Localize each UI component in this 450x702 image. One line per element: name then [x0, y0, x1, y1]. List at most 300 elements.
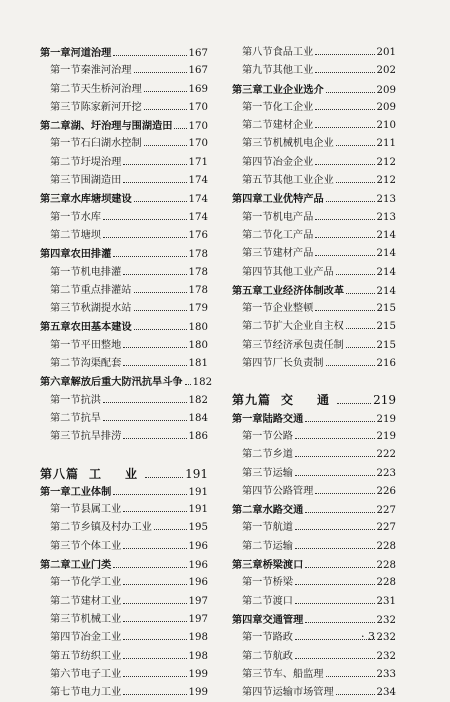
dot-leader [315, 255, 374, 256]
entry-page-number: 174 [188, 175, 208, 187]
toc-section-entry [40, 172, 208, 190]
entry-title: 车、船监理 [272, 668, 324, 680]
entry-title: 机电排灌 [80, 266, 122, 278]
entry-page-number: 196 [188, 577, 208, 589]
dot-leader [123, 548, 186, 549]
entry-title: 运输 [272, 540, 293, 552]
entry-title: 抗旱排涝 [80, 431, 122, 443]
entry-number: 第三节 [50, 175, 81, 187]
entry-page-number: 214 [376, 248, 396, 260]
entry-title: 其他工业产品 [272, 266, 334, 278]
toc-section-entry [40, 300, 208, 318]
entry-number: 第二节 [50, 83, 81, 95]
page-number: · 3 · [361, 630, 382, 643]
toc-section-entry [40, 684, 208, 702]
toc-section-entry [40, 135, 208, 153]
toc-chapter-entry [232, 81, 396, 99]
toc-chapter-entry [40, 318, 208, 336]
entry-page-number: 232 [376, 614, 396, 626]
dot-leader [123, 164, 186, 165]
dot-leader [336, 145, 375, 146]
toc-section-entry [232, 62, 396, 80]
entry-number: 第九节 [242, 65, 273, 77]
entry-title: 水库 [80, 211, 101, 223]
dot-leader [134, 310, 187, 311]
toc-section-entry [232, 666, 396, 684]
dot-leader [315, 72, 374, 73]
entry-number: 第三节 [50, 303, 81, 315]
entry-number: 第九篇 [232, 393, 272, 408]
entry-title: 秋湖提水站 [80, 303, 132, 315]
entry-page-number: 196 [188, 540, 208, 552]
dot-leader [123, 511, 186, 512]
entry-page-number: 196 [188, 560, 208, 572]
entry-number: 第一节 [242, 577, 273, 589]
entry-page-number: 213 [376, 211, 396, 223]
entry-title: 陈家新河开挖 [80, 101, 142, 113]
toc-section-entry [232, 465, 396, 483]
section-gap [40, 447, 208, 465]
toc-section-entry [232, 117, 396, 135]
entry-page-number: 199 [188, 668, 208, 680]
entry-title: 工业经济体制改革 [262, 284, 345, 297]
entry-page-number: 167 [188, 65, 208, 77]
toc-section-entry [40, 574, 208, 592]
entry-number: 第四章 [232, 613, 263, 626]
entry-number: 第四节 [242, 156, 273, 168]
entry-page-number: 214 [376, 229, 396, 241]
entry-page-number: 182 [192, 377, 213, 389]
entry-title: 建材工业 [80, 595, 122, 607]
dot-leader [123, 658, 186, 659]
entry-title: 秦淮河治理 [80, 65, 132, 77]
toc-section-entry [232, 318, 396, 336]
dot-leader [134, 72, 187, 73]
entry-page-number: 180 [188, 339, 208, 351]
entry-page-number: 213 [376, 194, 396, 206]
entry-title: 路政 [272, 632, 293, 644]
dot-leader [103, 402, 187, 403]
entry-title: 建材企业 [272, 120, 314, 132]
entry-number: 第一节 [50, 577, 81, 589]
toc-section-entry [40, 264, 208, 282]
dot-leader [123, 274, 186, 275]
entry-number: 第四节 [242, 358, 273, 370]
toc-section-entry [232, 446, 396, 464]
entry-title: 重点排灌站 [80, 284, 132, 296]
dot-leader [305, 567, 374, 568]
entry-page-number: 214 [376, 285, 396, 297]
entry-number: 第一章 [232, 412, 263, 425]
entry-number: 第六章 [40, 376, 71, 389]
entry-number: 第三节 [50, 431, 81, 443]
entry-title: 运输 [272, 467, 293, 479]
dot-leader [123, 603, 186, 604]
dot-leader [123, 438, 186, 439]
dot-leader [326, 92, 375, 93]
toc-chapter-entry [40, 373, 213, 391]
entry-title: 农田排灌 [70, 248, 112, 261]
toc-section-entry [232, 538, 396, 556]
dot-leader [144, 145, 187, 146]
entry-number: 第一节 [50, 504, 81, 516]
dot-leader [144, 91, 187, 92]
dot-leader [123, 584, 186, 585]
entry-number: 第八篇 [40, 466, 80, 481]
entry-title: 桥梁渡口 [262, 559, 304, 572]
entry-page-number: 210 [376, 120, 396, 132]
entry-page-number: 232 [376, 632, 396, 644]
toc-section-entry [40, 538, 208, 556]
entry-title: 公路 [272, 430, 293, 442]
toc-section-entry [40, 81, 208, 99]
toc-section-entry [40, 666, 208, 684]
entry-title: 航政 [272, 650, 293, 662]
dot-leader [315, 127, 374, 128]
dot-leader [295, 603, 375, 604]
entry-title: 机械工业 [80, 613, 122, 625]
dot-leader [134, 329, 187, 330]
dot-leader [295, 438, 375, 439]
entry-page-number: 191 [188, 486, 208, 498]
entry-title: 交通管理 [262, 613, 304, 626]
toc-section-entry [232, 154, 396, 172]
entry-number: 第一节 [50, 65, 81, 77]
toc-section-entry [40, 154, 208, 172]
entry-title: 个体工业 [80, 540, 122, 552]
dot-leader [295, 548, 375, 549]
toc-part-entry [40, 465, 208, 483]
toc-section-entry [232, 300, 396, 318]
entry-number: 第三章 [232, 559, 263, 572]
entry-number: 第二节 [242, 595, 273, 607]
entry-title: 其他工业 [272, 65, 314, 77]
toc-chapter-entry [40, 245, 208, 263]
entry-title: 河道治理 [70, 47, 112, 59]
dot-leader [123, 676, 186, 677]
dot-leader [346, 347, 375, 348]
entry-page-number: 201 [376, 47, 396, 58]
entry-title: 电子工业 [80, 668, 122, 680]
entry-number: 第五章 [40, 321, 71, 334]
entry-number: 第四节 [242, 485, 273, 497]
toc-section-entry [40, 337, 208, 355]
entry-title: 冶金企业 [272, 156, 314, 168]
toc-section-entry [40, 282, 208, 300]
entry-title: 沟渠配套 [80, 358, 122, 370]
entry-number: 第二节 [50, 595, 81, 607]
dot-leader [113, 567, 186, 568]
entry-page-number: 170 [188, 138, 208, 150]
entry-title: 冶金工业 [80, 632, 122, 644]
entry-title: 工业体制 [70, 485, 112, 498]
dot-leader [337, 403, 371, 404]
dot-leader [336, 274, 375, 275]
dot-leader [103, 420, 187, 421]
entry-number: 第二章 [40, 559, 71, 572]
dot-leader [113, 256, 186, 257]
entry-page-number: 176 [188, 229, 208, 241]
entry-title: 石臼湖水控制 [80, 138, 142, 150]
entry-number: 第二节 [242, 229, 273, 241]
entry-title: 乡道 [272, 449, 293, 461]
dot-leader [134, 201, 187, 202]
toc-section-entry [40, 519, 208, 537]
entry-page-number: 182 [188, 394, 208, 406]
dot-leader [145, 477, 183, 478]
entry-number: 第一节 [50, 394, 81, 406]
toc-section-entry [40, 355, 208, 373]
entry-page-number: 169 [188, 83, 208, 95]
dot-leader [305, 622, 374, 623]
toc-chapter-entry [232, 190, 396, 208]
entry-title: 厂长负责制 [272, 358, 324, 370]
entry-page-number: 228 [376, 577, 396, 589]
dot-leader [305, 421, 374, 422]
entry-page-number: 222 [376, 449, 396, 461]
entry-page-number: 228 [376, 560, 396, 572]
toc-section-entry [40, 209, 208, 227]
entry-page-number: 227 [376, 522, 396, 534]
dot-leader [103, 237, 187, 238]
dot-leader [305, 512, 374, 513]
dot-leader [295, 456, 375, 457]
entry-page-number: 233 [376, 668, 396, 680]
toc-section-entry [232, 172, 396, 190]
toc-part-entry [232, 391, 396, 409]
toc-section-entry [40, 428, 208, 446]
toc-left-column [40, 44, 213, 702]
entry-page-number: 216 [376, 358, 396, 370]
entry-title: 电力工业 [80, 687, 122, 699]
entry-number: 第六节 [50, 668, 81, 680]
toc-section-entry [232, 264, 396, 282]
toc-section-entry [232, 428, 396, 446]
entry-number: 第一章 [40, 47, 71, 59]
toc-section-entry [232, 483, 396, 501]
dot-leader [315, 493, 374, 494]
entry-number: 第三节 [50, 613, 81, 625]
entry-title: 化工产品 [272, 229, 314, 241]
entry-title: 工业门类 [70, 559, 112, 572]
entry-number: 第一节 [242, 430, 273, 442]
entry-title: 解放后重大防汛抗旱斗争 [70, 376, 183, 389]
dot-leader [326, 676, 375, 677]
entry-page-number: 174 [188, 211, 208, 223]
toc-chapter-entry [232, 501, 396, 519]
dot-leader [295, 529, 375, 530]
dot-leader [123, 621, 186, 622]
toc-chapter-entry [232, 410, 396, 428]
entry-number: 第二节 [242, 540, 273, 552]
entry-title: 围湖造田 [80, 175, 122, 187]
dot-leader [174, 128, 186, 129]
toc-section-entry [40, 392, 208, 410]
entry-page-number: 170 [188, 121, 208, 133]
entry-number: 第三章 [232, 83, 263, 96]
entry-title: 抗旱 [80, 412, 101, 424]
entry-page-number: 228 [376, 540, 396, 552]
toc-section-entry [40, 629, 208, 647]
entry-number: 第八节 [242, 47, 273, 58]
toc-section-entry [40, 501, 208, 519]
entry-number: 第三节 [50, 540, 81, 552]
dot-leader [315, 109, 374, 110]
entry-title: 纺织工业 [80, 650, 122, 662]
entry-page-number: 184 [188, 412, 208, 424]
dot-leader [336, 182, 375, 183]
dot-leader [295, 584, 375, 585]
entry-page-number: 215 [376, 321, 396, 333]
entry-number: 第二节 [242, 650, 273, 662]
entry-page-number: 197 [188, 595, 208, 607]
entry-title: 航道 [272, 522, 293, 534]
entry-title: 农田基本建设 [70, 321, 132, 334]
entry-number: 第二节 [50, 284, 81, 296]
entry-title: 企业整顿 [272, 303, 314, 315]
entry-title: 运输市场管理 [272, 687, 334, 699]
dot-leader [315, 54, 374, 55]
toc-right-column [232, 44, 396, 702]
entry-page-number: 170 [188, 101, 208, 113]
entry-number: 第二章 [232, 504, 263, 517]
entry-page-number: 214 [376, 266, 396, 278]
entry-number: 第三节 [242, 248, 273, 260]
toc-chapter-entry [40, 117, 208, 135]
toc-section-entry [40, 611, 208, 629]
entry-page-number: 178 [188, 284, 208, 296]
dot-leader [123, 365, 186, 366]
entry-number: 第一节 [50, 266, 81, 278]
dot-leader [103, 219, 187, 220]
toc-chapter-entry [40, 483, 208, 501]
entry-title: 经济承包责任制 [272, 339, 344, 351]
toc-section-entry [232, 44, 396, 62]
entry-number: 第一节 [242, 522, 273, 534]
entry-title: 天生桥河治理 [80, 83, 142, 95]
dot-leader [326, 365, 375, 366]
entry-page-number: 186 [188, 431, 208, 443]
dot-leader [336, 694, 375, 695]
entry-number: 第二节 [242, 321, 273, 333]
entry-title: 公路管理 [272, 485, 314, 497]
entry-number: 第四节 [242, 266, 273, 278]
toc-section-entry [232, 209, 396, 227]
entry-title: 水路交通 [262, 504, 304, 517]
entry-number: 第一节 [242, 303, 273, 315]
entry-title: 陆路交通 [262, 412, 304, 425]
entry-page-number: 197 [188, 613, 208, 625]
toc-section-entry [232, 99, 396, 117]
entry-number: 第五节 [50, 650, 81, 662]
entry-number: 第四章 [40, 248, 71, 261]
dot-leader [315, 310, 374, 311]
toc-section-entry [232, 245, 396, 263]
entry-page-number: 178 [188, 249, 208, 261]
entry-page-number: 211 [376, 138, 396, 150]
toc-section-entry [232, 337, 396, 355]
entry-page-number: 180 [188, 322, 208, 334]
entry-title: 渡口 [272, 595, 293, 607]
entry-title: 抗洪 [80, 394, 101, 406]
entry-page-number: 167 [188, 48, 208, 59]
entry-number: 第一节 [50, 339, 81, 351]
entry-title: 化工企业 [272, 101, 314, 113]
toc-section-entry [40, 593, 208, 611]
toc-section-entry [232, 574, 396, 592]
entry-page-number: 223 [376, 467, 396, 479]
dot-leader [315, 237, 374, 238]
entry-title: 桥梁 [272, 577, 293, 589]
entry-number: 第二节 [50, 522, 81, 534]
entry-page-number: 191 [185, 466, 208, 481]
dot-leader [154, 529, 187, 530]
entry-page-number: 198 [188, 650, 208, 662]
dot-leader [346, 328, 375, 329]
entry-title: 交 通 [281, 393, 336, 408]
toc-chapter-entry [40, 556, 208, 574]
entry-number: 第二节 [50, 358, 81, 370]
toc-section-entry [232, 593, 396, 611]
entry-page-number: 219 [376, 430, 396, 442]
entry-number: 第三节 [242, 668, 273, 680]
toc-chapter-entry [232, 282, 396, 300]
toc-chapter-entry [232, 611, 396, 629]
entry-page-number: 209 [376, 101, 396, 113]
entry-page-number: 191 [188, 504, 208, 516]
entry-page-number: 178 [188, 266, 208, 278]
entry-number: 第一节 [242, 101, 273, 113]
entry-page-number: 231 [376, 595, 396, 607]
entry-page-number: 232 [376, 650, 396, 662]
toc-section-entry [40, 62, 208, 80]
entry-title: 机电产品 [272, 211, 314, 223]
entry-page-number: 219 [373, 393, 396, 408]
entry-page-number: 212 [376, 156, 396, 168]
entry-page-number: 202 [376, 65, 396, 77]
dot-leader [134, 292, 187, 293]
entry-number: 第一节 [50, 138, 81, 150]
dot-leader [113, 55, 186, 56]
entry-number: 第二章 [40, 120, 71, 133]
dot-leader [123, 182, 186, 183]
entry-page-number: 227 [376, 505, 396, 517]
entry-number: 第二节 [50, 229, 81, 241]
entry-number: 第四节 [50, 632, 81, 644]
toc-section-entry [232, 684, 396, 702]
entry-title: 机械机电企业 [272, 138, 334, 150]
toc-section-entry [232, 519, 396, 537]
entry-number: 第二节 [242, 120, 273, 132]
entry-page-number: 215 [376, 303, 396, 315]
entry-number: 第三节 [50, 101, 81, 113]
entry-number: 第二节 [50, 412, 81, 424]
dot-leader [185, 384, 191, 385]
dot-leader [315, 164, 374, 165]
entry-page-number: 181 [188, 358, 208, 370]
toc-chapter-entry [40, 44, 208, 62]
entry-title: 工业优特产品 [262, 193, 324, 206]
dot-leader [295, 475, 375, 476]
entry-page-number: 219 [376, 413, 396, 425]
toc-section-entry [232, 135, 396, 153]
entry-number: 第三节 [242, 138, 273, 150]
entry-title: 建材产品 [272, 248, 314, 260]
dot-leader [326, 201, 375, 202]
toc-section-entry [40, 410, 208, 428]
toc-section-entry [40, 99, 208, 117]
dot-leader [113, 494, 186, 495]
